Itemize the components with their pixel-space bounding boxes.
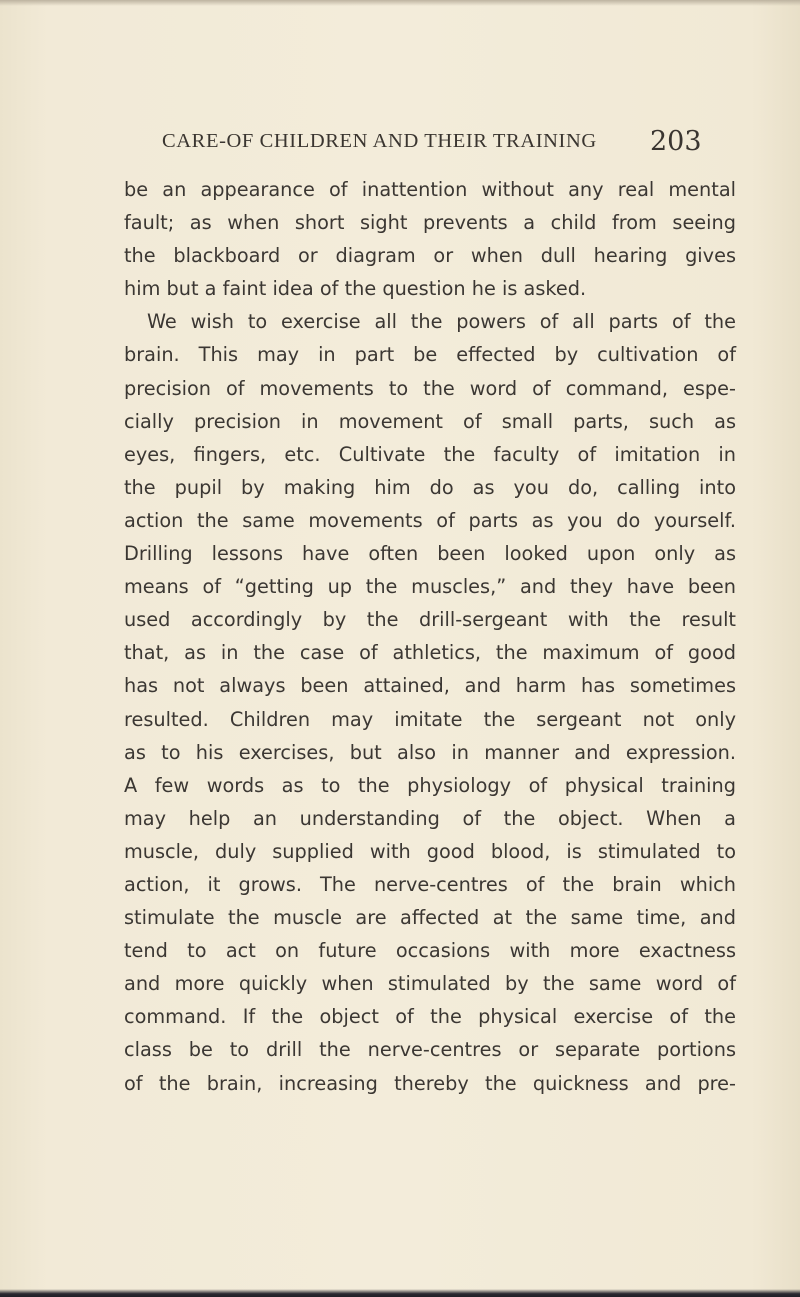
text-line: him but a faint idea of the question he is asked. [124,277,587,301]
text-line: be an appearance of inattention without any real mental [124,178,736,201]
text-line: used accordingly by the drill-sergeant with the result [124,608,736,632]
body-text [124,173,736,1100]
text-line: class be to drill the nerve-centres or separate portions [124,1038,736,1062]
text-line: the blackboard or diagram or when dull hearing gives [124,244,736,268]
page-top-edge [0,0,800,6]
text-line: that, as in the case of athletics, the maximum of good [124,641,736,665]
text-line: of the brain, increasing thereby the quickness and pre- [124,1071,736,1095]
text-line: Drilling lessons have often been looked upon only as [124,542,736,566]
text-line: has not always been attained, and harm has sometimes [124,674,736,698]
text-line: brain. This may in part be effected by cultivation of [124,343,736,367]
text-line: We wish to exercise all the powers of all parts of the [147,310,736,334]
page-bottom-edge [0,1289,800,1297]
page-number: 203 [650,126,702,157]
running-header [162,126,722,166]
running-title: CARE-OF CHILDREN AND THEIR TRAINING [162,130,597,152]
text-line: the pupil by making him do as you do, calling into [124,475,736,499]
text-line: tend to act on future occasions with more exactness [124,939,736,963]
text-line: resulted. Children may imitate the sergeant not only [124,707,736,731]
text-line: eyes, fingers, etc. Cultivate the faculty of imitation in [124,442,736,466]
text-line: precision of movements to the word of command, espe- [124,376,736,400]
text-line: stimulate the muscle are affected at the same time, and [124,906,736,930]
text-line: may help an understanding of the object. When a [124,806,736,830]
text-line: and more quickly when stimulated by the same word of [124,972,736,996]
text-line: command. If the object of the physical exercise of the [124,1005,736,1029]
text-line: action the same movements of parts as you do yourself. [124,508,736,532]
text-line: as to his exercises, but also in manner and expression. [124,740,736,764]
text-line: fault; as when short sight prevents a child from seeing [124,211,736,235]
text-line: A few words as to the physiology of physical training [124,773,736,797]
text-line: action, it grows. The nerve-centres of the brain which [124,872,736,896]
text-line: cially precision in movement of small parts, such as [124,409,736,433]
text-line: means of “getting up the muscles,” and they have been [124,575,736,599]
text-line: muscle, duly supplied with good blood, is stimulated to [124,839,736,863]
